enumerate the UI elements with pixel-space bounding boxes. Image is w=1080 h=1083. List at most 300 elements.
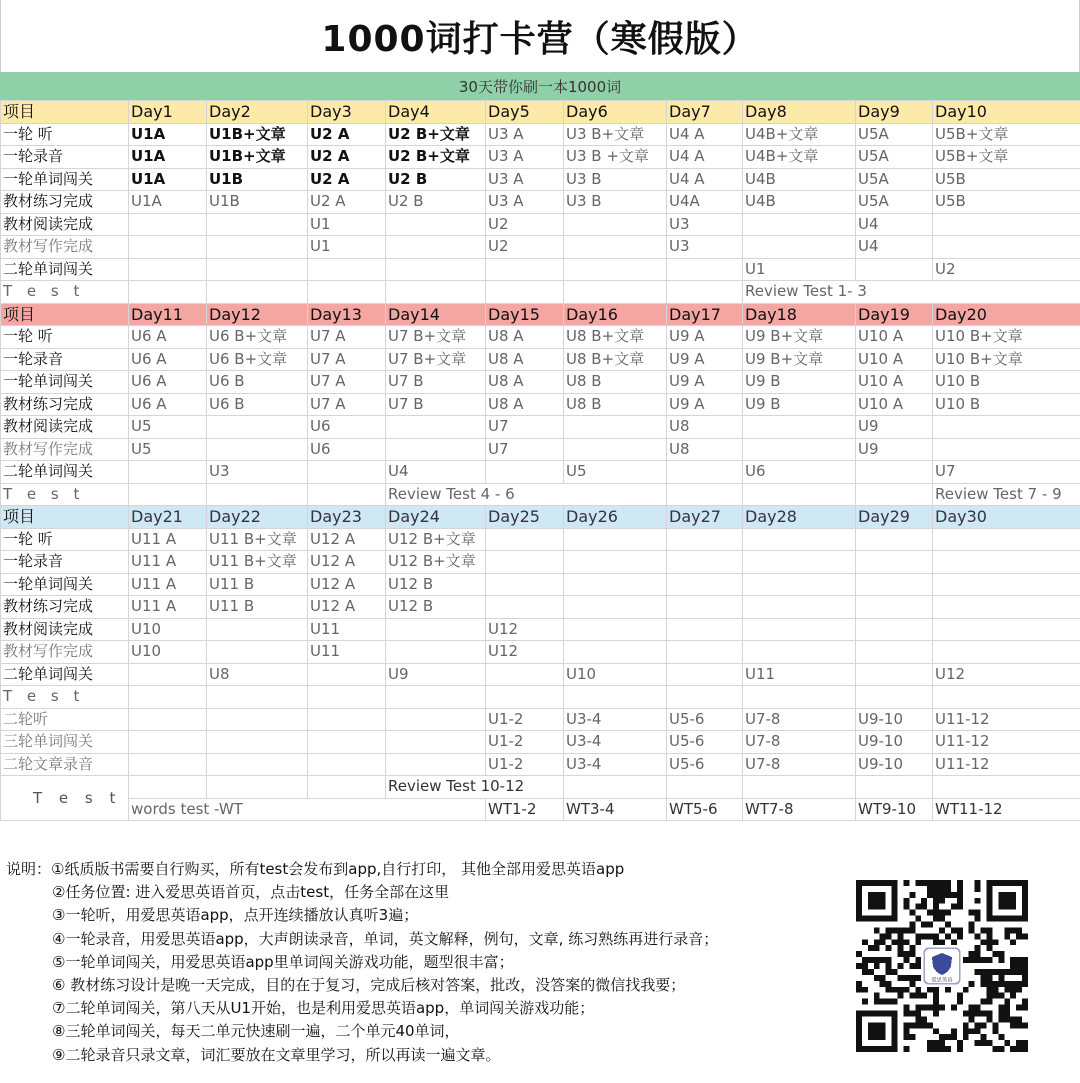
task-cell: U9 bbox=[386, 663, 486, 686]
task-cell: U7-8 bbox=[743, 731, 856, 754]
task-cell: U1B bbox=[207, 191, 308, 214]
task-cell: U5-6 bbox=[667, 731, 743, 754]
task-cell: U6 bbox=[308, 416, 386, 439]
task-cell bbox=[856, 551, 933, 574]
task-cell: U3 B+文章 bbox=[564, 123, 667, 146]
task-row bbox=[1, 348, 1080, 371]
task-cell bbox=[564, 258, 667, 281]
task-cell bbox=[667, 686, 743, 709]
task-label: 一轮 听 bbox=[1, 528, 129, 551]
task-cell: U5B bbox=[933, 168, 1080, 191]
task-cell: U8 bbox=[667, 416, 743, 439]
day-header-cell: Day30 bbox=[933, 506, 1080, 529]
task-cell bbox=[207, 416, 308, 439]
task-label: 二轮文章录音 bbox=[1, 753, 129, 776]
day-header-cell: Day27 bbox=[667, 506, 743, 529]
task-cell: U2 A bbox=[308, 146, 386, 169]
task-cell bbox=[564, 281, 667, 304]
task-cell: U9 B bbox=[743, 371, 856, 394]
day-header-cell: Day6 bbox=[564, 101, 667, 124]
task-cell: U9 bbox=[856, 438, 933, 461]
task-cell: U8 A bbox=[486, 348, 564, 371]
task-cell: U1A bbox=[129, 146, 207, 169]
task-cell: U5B+文章 bbox=[933, 123, 1080, 146]
day-header-cell: Day8 bbox=[743, 101, 856, 124]
task-cell bbox=[933, 551, 1080, 574]
task-cell bbox=[743, 618, 856, 641]
task-cell bbox=[308, 281, 386, 304]
day-header-cell: Day24 bbox=[386, 506, 486, 529]
task-row bbox=[1, 281, 1080, 304]
task-cell bbox=[486, 573, 564, 596]
task-cell: U12 bbox=[486, 641, 564, 664]
task-cell: U1 bbox=[308, 213, 386, 236]
wt-cell: WT7-8 bbox=[743, 798, 856, 821]
task-label: 教材练习完成 bbox=[1, 393, 129, 416]
task-cell bbox=[386, 213, 486, 236]
task-cell: U7 A bbox=[308, 348, 386, 371]
task-label: T e s t bbox=[1, 281, 129, 304]
task-cell bbox=[564, 686, 667, 709]
task-cell bbox=[207, 776, 308, 799]
task-cell: U10 A bbox=[856, 348, 933, 371]
day-header-cell: Day13 bbox=[308, 303, 386, 326]
day-header-cell: Day15 bbox=[486, 303, 564, 326]
task-cell bbox=[564, 213, 667, 236]
task-cell: U1A bbox=[129, 191, 207, 214]
task-cell bbox=[129, 731, 207, 754]
words-test-cell: words test -WT bbox=[129, 798, 486, 821]
task-row bbox=[1, 731, 1080, 754]
task-cell bbox=[207, 258, 308, 281]
task-cell: U4 A bbox=[667, 146, 743, 169]
note-line: ⑥ 教材练习设计是晚一天完成，目的在于复习，完成后核对答案，批改，没答案的微信找我要； bbox=[52, 976, 686, 995]
task-cell: U3 B bbox=[564, 168, 667, 191]
task-cell: U2 B bbox=[386, 191, 486, 214]
task-cell: U12 A bbox=[308, 596, 386, 619]
task-cell: U11 A bbox=[129, 573, 207, 596]
task-cell bbox=[386, 281, 486, 304]
task-cell: U5A bbox=[856, 123, 933, 146]
wt-cell: WT11-12 bbox=[933, 798, 1080, 821]
task-cell bbox=[743, 551, 856, 574]
task-cell bbox=[386, 416, 486, 439]
task-cell bbox=[386, 753, 486, 776]
task-cell: U7 A bbox=[308, 393, 386, 416]
day-header-cell: Day9 bbox=[856, 101, 933, 124]
task-cell bbox=[743, 416, 856, 439]
task-cell: U7-8 bbox=[743, 708, 856, 731]
task-cell bbox=[129, 236, 207, 259]
task-cell: U8 bbox=[207, 663, 308, 686]
note-line: 说明：①纸质版书需要自行购买，所有test会发布到app,自行打印， 其他全部用爱思英语app bbox=[6, 860, 625, 878]
task-cell bbox=[564, 236, 667, 259]
task-cell: U6 A bbox=[129, 326, 207, 349]
task-cell bbox=[667, 551, 743, 574]
task-cell bbox=[856, 528, 933, 551]
task-cell: U2 B bbox=[386, 168, 486, 191]
wt-cell: WT9-10 bbox=[856, 798, 933, 821]
plan-banner: 30天带你刷一本1000词 bbox=[0, 72, 1080, 101]
task-cell bbox=[564, 596, 667, 619]
day-header-cell: Day26 bbox=[564, 506, 667, 529]
task-cell: U5-6 bbox=[667, 708, 743, 731]
task-cell: U9 bbox=[856, 416, 933, 439]
task-cell: U2 A bbox=[308, 191, 386, 214]
task-row bbox=[1, 461, 1080, 484]
task-cell: U10 B+文章 bbox=[933, 326, 1080, 349]
task-cell: U12 bbox=[933, 663, 1080, 686]
task-cell: U2 A bbox=[308, 123, 386, 146]
task-cell: Review Test 7 - 9 bbox=[933, 483, 1080, 506]
task-cell bbox=[933, 686, 1080, 709]
task-cell: U8 B bbox=[564, 371, 667, 394]
task-label: 一轮 听 bbox=[1, 326, 129, 349]
task-cell bbox=[856, 776, 933, 799]
task-label: 教材阅读完成 bbox=[1, 618, 129, 641]
task-cell bbox=[129, 708, 207, 731]
task-cell: U12 A bbox=[308, 551, 386, 574]
task-label: 二轮单词闯关 bbox=[1, 663, 129, 686]
notes-section bbox=[0, 858, 840, 1067]
task-label: 教材写作完成 bbox=[1, 641, 129, 664]
task-cell: U4B bbox=[743, 191, 856, 214]
header-item-label: 项目 bbox=[1, 101, 129, 124]
task-cell bbox=[667, 281, 743, 304]
task-cell bbox=[129, 776, 207, 799]
header-item-label: 项目 bbox=[1, 303, 129, 326]
task-cell bbox=[386, 258, 486, 281]
task-cell bbox=[743, 573, 856, 596]
task-label: 教材阅读完成 bbox=[1, 416, 129, 439]
task-cell bbox=[564, 551, 667, 574]
task-cell bbox=[486, 551, 564, 574]
day-header-cell: Day20 bbox=[933, 303, 1080, 326]
task-cell bbox=[933, 596, 1080, 619]
task-cell bbox=[564, 416, 667, 439]
task-label: 一轮单词闯关 bbox=[1, 371, 129, 394]
task-cell bbox=[743, 596, 856, 619]
task-cell: U6 bbox=[743, 461, 856, 484]
task-cell: U1B+文章 bbox=[207, 146, 308, 169]
task-row bbox=[1, 641, 1080, 664]
task-cell bbox=[564, 618, 667, 641]
day-header-cell: Day2 bbox=[207, 101, 308, 124]
task-cell bbox=[207, 708, 308, 731]
task-cell: U2 A bbox=[308, 168, 386, 191]
task-cell: U6 B bbox=[207, 393, 308, 416]
final-test-row bbox=[1, 776, 1080, 799]
task-label: 三轮单词闯关 bbox=[1, 731, 129, 754]
task-cell bbox=[386, 731, 486, 754]
task-cell bbox=[933, 416, 1080, 439]
task-row bbox=[1, 708, 1080, 731]
task-cell bbox=[667, 618, 743, 641]
task-cell bbox=[129, 281, 207, 304]
task-cell bbox=[856, 483, 933, 506]
task-cell: U6 A bbox=[129, 348, 207, 371]
task-cell bbox=[856, 573, 933, 596]
task-cell bbox=[564, 641, 667, 664]
task-label: T e s t bbox=[1, 686, 129, 709]
task-cell: U1A bbox=[129, 168, 207, 191]
task-cell bbox=[856, 663, 933, 686]
task-cell bbox=[486, 686, 564, 709]
note-line: ⑤一轮单词闯关，用爱思英语app里单词闯关游戏功能，题型很丰富； bbox=[52, 952, 514, 971]
task-cell: U4B+文章 bbox=[743, 123, 856, 146]
day-header-cell: Day10 bbox=[933, 101, 1080, 124]
task-cell: U3 bbox=[207, 461, 308, 484]
day-header-cell: Day17 bbox=[667, 303, 743, 326]
task-cell: U10 A bbox=[856, 393, 933, 416]
task-row bbox=[1, 663, 1080, 686]
task-cell: Review Test 1- 3 bbox=[743, 281, 1080, 304]
task-cell: U11 B bbox=[207, 573, 308, 596]
task-cell bbox=[856, 618, 933, 641]
task-cell bbox=[308, 753, 386, 776]
task-cell: U2 bbox=[933, 258, 1080, 281]
task-cell: U11 bbox=[308, 618, 386, 641]
task-label: 二轮单词闯关 bbox=[1, 258, 129, 281]
day-header-cell: Day16 bbox=[564, 303, 667, 326]
task-cell: U4 bbox=[856, 236, 933, 259]
task-label: 教材写作完成 bbox=[1, 438, 129, 461]
task-cell bbox=[564, 776, 667, 799]
day-header-cell: Day28 bbox=[743, 506, 856, 529]
task-cell bbox=[129, 258, 207, 281]
task-cell: U8 B+文章 bbox=[564, 348, 667, 371]
note-line: ⑨二轮录音只录文章，词汇要放在文章里学习，所以再读一遍文章。 bbox=[52, 1045, 501, 1064]
task-cell bbox=[667, 483, 743, 506]
task-cell: U9-10 bbox=[856, 753, 933, 776]
task-cell: U9 A bbox=[667, 326, 743, 349]
task-cell: U7 bbox=[486, 416, 564, 439]
task-row bbox=[1, 573, 1080, 596]
task-cell: U4 bbox=[386, 461, 486, 484]
task-cell: U11 bbox=[308, 641, 386, 664]
task-cell bbox=[743, 438, 856, 461]
task-cell: U5 bbox=[129, 438, 207, 461]
task-row bbox=[1, 236, 1080, 259]
task-cell: U9-10 bbox=[856, 731, 933, 754]
task-cell bbox=[486, 281, 564, 304]
task-row bbox=[1, 213, 1080, 236]
task-cell: U5B+文章 bbox=[933, 146, 1080, 169]
task-cell: U4B+文章 bbox=[743, 146, 856, 169]
task-label: 一轮录音 bbox=[1, 348, 129, 371]
task-cell bbox=[308, 686, 386, 709]
task-row bbox=[1, 416, 1080, 439]
task-cell bbox=[129, 461, 207, 484]
task-cell: U1-2 bbox=[486, 731, 564, 754]
note-line: ②任务位置: 进入爱思英语首页，点击test，任务全部在这里 bbox=[52, 883, 450, 902]
task-cell: U3-4 bbox=[564, 708, 667, 731]
schedule-table bbox=[0, 100, 1080, 821]
task-cell: U10 bbox=[564, 663, 667, 686]
task-label: 教材练习完成 bbox=[1, 596, 129, 619]
task-label: 一轮单词闯关 bbox=[1, 168, 129, 191]
task-cell bbox=[743, 776, 856, 799]
task-cell: U10 B bbox=[933, 393, 1080, 416]
task-cell: U5-6 bbox=[667, 753, 743, 776]
task-cell: U12 B bbox=[386, 596, 486, 619]
task-cell: U5B bbox=[933, 191, 1080, 214]
task-cell: U11 A bbox=[129, 528, 207, 551]
task-label: 教材练习完成 bbox=[1, 191, 129, 214]
task-cell: U6 B+文章 bbox=[207, 326, 308, 349]
task-cell bbox=[667, 528, 743, 551]
task-cell bbox=[743, 686, 856, 709]
task-cell: U8 bbox=[667, 438, 743, 461]
task-cell: U3-4 bbox=[564, 753, 667, 776]
day-header-cell: Day7 bbox=[667, 101, 743, 124]
day-header-cell: Day5 bbox=[486, 101, 564, 124]
task-cell bbox=[386, 236, 486, 259]
review-test-cell: Review Test 10-12 bbox=[386, 776, 564, 799]
day-header-cell: Day18 bbox=[743, 303, 856, 326]
note-line: ⑧三轮单词闯关，每天二单元快速刷一遍，二个单元40单词， bbox=[52, 1022, 460, 1041]
day-header-row bbox=[1, 303, 1080, 326]
task-cell: U9 B+文章 bbox=[743, 348, 856, 371]
task-cell bbox=[667, 776, 743, 799]
task-row bbox=[1, 326, 1080, 349]
day-header-cell: Day23 bbox=[308, 506, 386, 529]
day-header-cell: Day29 bbox=[856, 506, 933, 529]
task-cell bbox=[933, 236, 1080, 259]
task-cell: U3 A bbox=[486, 123, 564, 146]
task-cell bbox=[856, 461, 933, 484]
task-row bbox=[1, 371, 1080, 394]
task-cell bbox=[386, 438, 486, 461]
task-cell: U11 B+文章 bbox=[207, 551, 308, 574]
wt-cell: WT5-6 bbox=[667, 798, 743, 821]
task-cell: U4 bbox=[856, 213, 933, 236]
task-cell bbox=[129, 213, 207, 236]
task-label: 一轮录音 bbox=[1, 551, 129, 574]
task-cell: U2 B+文章 bbox=[386, 123, 486, 146]
task-cell: U11-12 bbox=[933, 708, 1080, 731]
task-cell: U10 A bbox=[856, 371, 933, 394]
task-cell: U8 A bbox=[486, 326, 564, 349]
day-header-cell: Day19 bbox=[856, 303, 933, 326]
task-cell bbox=[207, 281, 308, 304]
task-cell bbox=[856, 258, 933, 281]
task-cell bbox=[386, 686, 486, 709]
task-cell bbox=[207, 483, 308, 506]
task-cell bbox=[486, 596, 564, 619]
task-cell: U11 A bbox=[129, 551, 207, 574]
task-cell: U7 bbox=[933, 461, 1080, 484]
task-cell bbox=[308, 663, 386, 686]
task-cell: U11-12 bbox=[933, 731, 1080, 754]
task-cell bbox=[933, 776, 1080, 799]
task-row bbox=[1, 528, 1080, 551]
task-cell: U10 bbox=[129, 618, 207, 641]
task-cell: U7 B+文章 bbox=[386, 348, 486, 371]
task-cell: U3 A bbox=[486, 168, 564, 191]
task-cell: U4A bbox=[667, 191, 743, 214]
task-cell: U3 B +文章 bbox=[564, 146, 667, 169]
task-cell: U11-12 bbox=[933, 753, 1080, 776]
task-label: 一轮 听 bbox=[1, 123, 129, 146]
task-row bbox=[1, 596, 1080, 619]
task-cell bbox=[564, 528, 667, 551]
task-cell: U7 B bbox=[386, 393, 486, 416]
task-cell: U2 bbox=[486, 213, 564, 236]
task-cell bbox=[933, 438, 1080, 461]
task-cell bbox=[129, 686, 207, 709]
task-cell: U9 A bbox=[667, 348, 743, 371]
task-cell: U12 B+文章 bbox=[386, 551, 486, 574]
task-cell: U5A bbox=[856, 168, 933, 191]
task-cell bbox=[667, 596, 743, 619]
task-cell bbox=[743, 483, 856, 506]
task-cell bbox=[308, 731, 386, 754]
task-cell: U1B+文章 bbox=[207, 123, 308, 146]
wt-cell: WT1-2 bbox=[486, 798, 564, 821]
task-cell bbox=[308, 461, 386, 484]
task-cell: U4B bbox=[743, 168, 856, 191]
day-header-cell: Day14 bbox=[386, 303, 486, 326]
task-cell: U9 A bbox=[667, 371, 743, 394]
task-cell: U1B bbox=[207, 168, 308, 191]
task-cell bbox=[933, 641, 1080, 664]
task-row bbox=[1, 191, 1080, 214]
wt-cell: WT3-4 bbox=[564, 798, 667, 821]
note-line: ③一轮听，用爱思英语app，点开连续播放认真听3遍； bbox=[52, 906, 419, 925]
day-header-row bbox=[1, 506, 1080, 529]
task-cell: U12 A bbox=[308, 528, 386, 551]
task-cell bbox=[308, 708, 386, 731]
task-cell bbox=[308, 483, 386, 506]
words-test-row bbox=[1, 798, 1080, 821]
task-cell: U8 B+文章 bbox=[564, 326, 667, 349]
task-cell: U3 bbox=[667, 236, 743, 259]
task-cell: U2 B+文章 bbox=[386, 146, 486, 169]
day-header-cell: Day25 bbox=[486, 506, 564, 529]
task-cell: U12 B+文章 bbox=[386, 528, 486, 551]
task-cell: U3 A bbox=[486, 146, 564, 169]
task-cell: U7 A bbox=[308, 371, 386, 394]
task-row bbox=[1, 753, 1080, 776]
task-cell: U11 A bbox=[129, 596, 207, 619]
task-label: 二轮听 bbox=[1, 708, 129, 731]
task-cell bbox=[933, 528, 1080, 551]
note-line: ④一轮录音，用爱思英语app，大声朗读录音，单词，英文解释，例句，文章, 练习熟练再进行录音； bbox=[52, 929, 719, 948]
task-row bbox=[1, 123, 1080, 146]
task-cell: U6 bbox=[308, 438, 386, 461]
task-label: 教材写作完成 bbox=[1, 236, 129, 259]
task-cell bbox=[207, 731, 308, 754]
task-cell: U3 B bbox=[564, 191, 667, 214]
task-cell: U9 B+文章 bbox=[743, 326, 856, 349]
task-cell bbox=[386, 618, 486, 641]
task-cell bbox=[743, 236, 856, 259]
task-cell bbox=[564, 438, 667, 461]
day-header-cell: Day21 bbox=[129, 506, 207, 529]
task-cell bbox=[207, 236, 308, 259]
task-row bbox=[1, 686, 1080, 709]
task-cell: U7 A bbox=[308, 326, 386, 349]
day-header-cell: Day22 bbox=[207, 506, 308, 529]
day-header-cell: Day1 bbox=[129, 101, 207, 124]
task-cell bbox=[667, 573, 743, 596]
task-cell: U7 B bbox=[386, 371, 486, 394]
task-cell bbox=[743, 213, 856, 236]
task-cell bbox=[933, 573, 1080, 596]
task-cell: U3 A bbox=[486, 191, 564, 214]
note-line: ⑦二轮单词闯关，第八天从U1开始，也是利用爱思英语app，单词闯关游戏功能； bbox=[52, 999, 595, 1018]
